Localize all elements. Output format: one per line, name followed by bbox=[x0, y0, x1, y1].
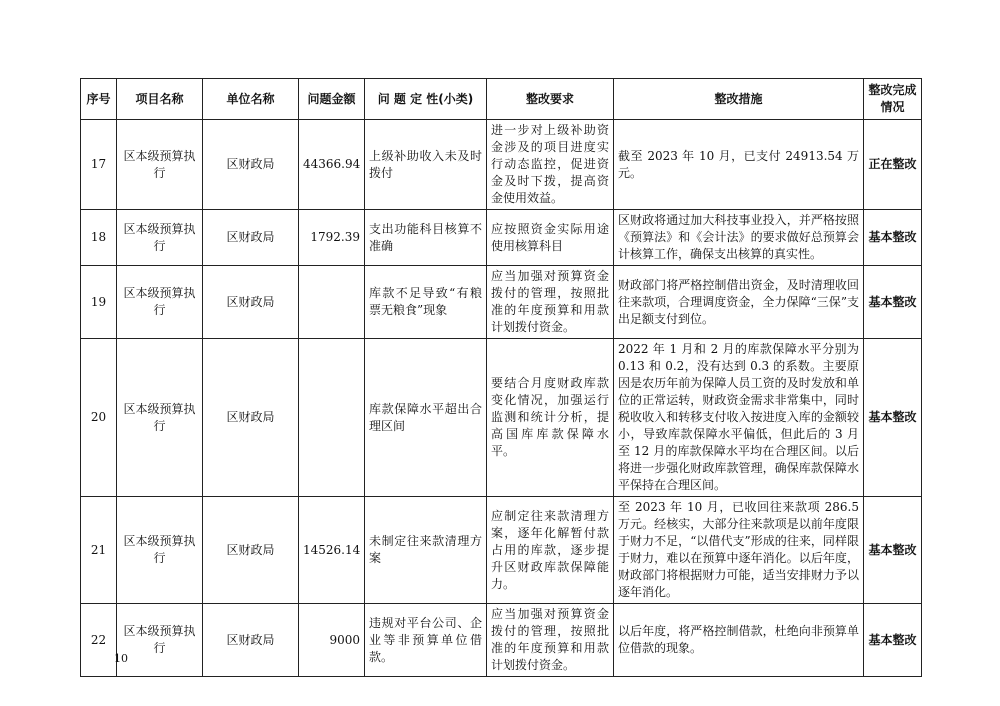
row-issue: 上级补助收入未及时拨付 bbox=[365, 120, 487, 210]
row-project: 区本级预算执行 bbox=[117, 266, 203, 339]
row-issue: 违规对平台公司、企业等非预算单位借款。 bbox=[365, 604, 487, 677]
row-unit: 区财政局 bbox=[203, 497, 299, 604]
table-row bbox=[81, 497, 922, 604]
row-amount bbox=[299, 266, 365, 339]
row-project: 区本级预算执行 bbox=[117, 120, 203, 210]
row-no: 19 bbox=[81, 266, 117, 339]
row-project: 区本级预算执行 bbox=[117, 497, 203, 604]
row-measure: 至 2023 年 10 月，已收回往来款项 286.5 万元。经核实，大部分往来款项是以前年度限于财力不足，“以借代支”形成的往来，同样限于财力，难以在预算中逐年消化。以后年度，财政部门将根据财力可能，适当安排财力予以逐年消化。 bbox=[614, 497, 864, 604]
row-requirement: 要结合月度财政库款变化情况，加强运行监测和统计分析，提高国库库款保障水平。 bbox=[487, 339, 614, 497]
table-row bbox=[81, 120, 922, 210]
header-issue: 问 题 定 性(小类) bbox=[365, 79, 487, 120]
table-row bbox=[81, 604, 922, 677]
table-row bbox=[81, 266, 922, 339]
header-project: 项目名称 bbox=[117, 79, 203, 120]
row-amount: 9000 bbox=[299, 604, 365, 677]
row-unit: 区财政局 bbox=[203, 120, 299, 210]
status-badge: 基本整改 bbox=[864, 339, 922, 497]
header-measure: 整改措施 bbox=[614, 79, 864, 120]
row-requirement: 应当加强对预算资金拨付的管理，按照批准的年度预算和用款计划拨付资金。 bbox=[487, 604, 614, 677]
row-issue: 库款保障水平超出合理区间 bbox=[365, 339, 487, 497]
header-status: 整改完成情况 bbox=[864, 79, 922, 120]
row-unit: 区财政局 bbox=[203, 604, 299, 677]
row-measure: 财政部门将严格控制借出资金，及时清理收回往来款项，合理调度资金，全力保障“三保”支出足额支付到位。 bbox=[614, 266, 864, 339]
row-measure: 2022 年 1 月和 2 月的库款保障水平分别为 0.13 和 0.2，没有达到 0.3 的系数。主要原因是农历年前为保障人员工资的及时发放和单位的正常运转，财政资金需求非常集中，同时税收收入和转移支付收入按进度入库的金额较小，导致库款保障水平偏低，但此后的 3 月至 12 月的库款保障水平均在合理区间。以后将进一步强化财政库款管理，确保库款保障水平保持在合理区间。 bbox=[614, 339, 864, 497]
row-measure: 区财政将通过加大科技事业投入，并严格按照《预算法》和《会计法》的要求做好总预算会计核算工作，确保支出核算的真实性。 bbox=[614, 210, 864, 266]
status-badge: 正在整改 bbox=[864, 120, 922, 210]
table-row bbox=[81, 339, 922, 497]
status-badge: 基本整改 bbox=[864, 266, 922, 339]
row-requirement: 应制定往来款清理方案，逐年化解暂付款占用的库款，逐步提升区财政库款保障能力。 bbox=[487, 497, 614, 604]
header-requirement: 整改要求 bbox=[487, 79, 614, 120]
row-amount: 1792.39 bbox=[299, 210, 365, 266]
row-unit: 区财政局 bbox=[203, 210, 299, 266]
header-unit: 单位名称 bbox=[203, 79, 299, 120]
status-badge: 基本整改 bbox=[864, 210, 922, 266]
header-no: 序号 bbox=[81, 79, 117, 120]
header-amount: 问题金额 bbox=[299, 79, 365, 120]
row-unit: 区财政局 bbox=[203, 266, 299, 339]
rectification-table bbox=[80, 78, 922, 677]
row-measure: 截至 2023 年 10 月，已支付 24913.54 万元。 bbox=[614, 120, 864, 210]
table-row bbox=[81, 210, 922, 266]
row-unit: 区财政局 bbox=[203, 339, 299, 497]
status-badge: 基本整改 bbox=[864, 497, 922, 604]
row-project: 区本级预算执行 bbox=[117, 339, 203, 497]
row-amount: 44366.94 bbox=[299, 120, 365, 210]
row-requirement: 应按照资金实际用途使用核算科目 bbox=[487, 210, 614, 266]
row-no: 20 bbox=[81, 339, 117, 497]
row-no: 18 bbox=[81, 210, 117, 266]
status-badge: 基本整改 bbox=[864, 604, 922, 677]
row-no: 22 bbox=[81, 604, 117, 677]
row-no: 17 bbox=[81, 120, 117, 210]
row-project: 区本级预算执行 bbox=[117, 604, 203, 677]
row-issue: 未制定往来款清理方案 bbox=[365, 497, 487, 604]
table-header-row bbox=[81, 79, 922, 120]
row-no: 21 bbox=[81, 497, 117, 604]
row-requirement: 进一步对上级补助资金涉及的项目进度实行动态监控，促进资金及时下拨，提高资金使用效益。 bbox=[487, 120, 614, 210]
row-issue: 支出功能科目核算不准确 bbox=[365, 210, 487, 266]
row-project: 区本级预算执行 bbox=[117, 210, 203, 266]
row-requirement: 应当加强对预算资金拨付的管理，按照批准的年度预算和用款计划拨付资金。 bbox=[487, 266, 614, 339]
row-amount: 14526.14 bbox=[299, 497, 365, 604]
page-number: 10 bbox=[114, 652, 128, 665]
row-amount bbox=[299, 339, 365, 497]
row-measure: 以后年度，将严格控制借款，杜绝向非预算单位借款的现象。 bbox=[614, 604, 864, 677]
row-issue: 库款不足导致“有粮票无粮食”现象 bbox=[365, 266, 487, 339]
